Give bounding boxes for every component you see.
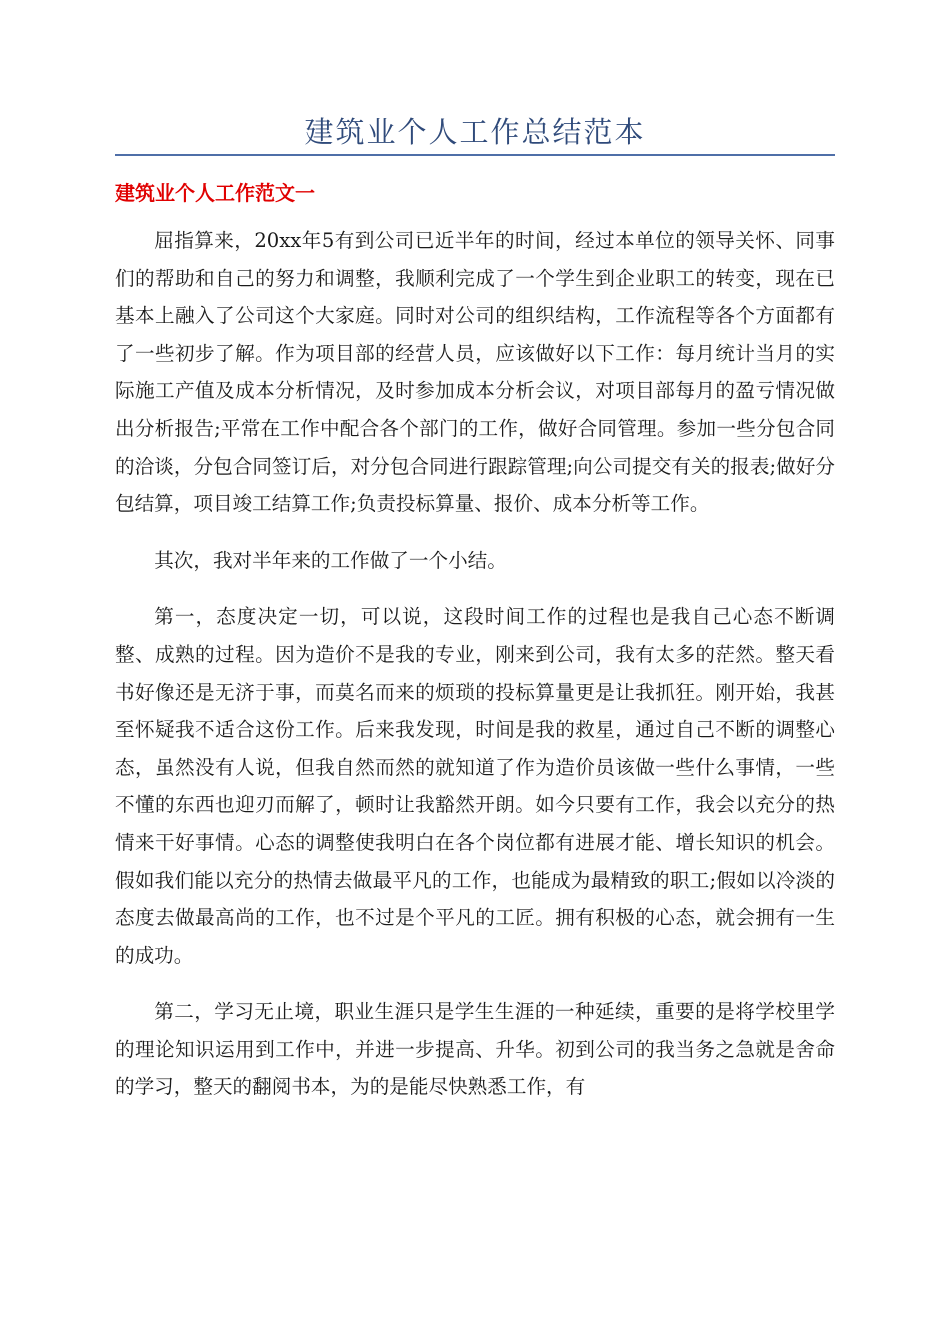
paragraph-second-point: 第二，学习无止境，职业生涯只是学生生涯的一种延续，重要的是将学校里学的理论知识运用到工作中，并进一步提高、升华。初到公司的我当务之急就是舍命的学习，整天的翻阅书本，为的是能尽快熟悉工作，有 (115, 1000, 835, 1099)
document-title: 建筑业个人工作总结范本 (304, 115, 646, 149)
section-heading: 建筑业个人工作范文一 (115, 181, 315, 205)
paragraph-intro: 屈指算来，20xx年5有到公司已近半年的时间，经过本单位的领导关怀、同事们的帮助和自己的努力和调整，我顺利完成了一个学生到企业职工的转变，现在已基本上融入了公司这个大家庭。同时对公司的组织结构，工作流程等各个方面都有了一些初步了解。作为项目部的经营人员，应该做好以下工作：每月统计当月的实际施工产值及成本分析情况，及时参加成本分析会议，对项目部每月的盈亏情况做出分析报告;平常在工作中配合各个部门的工作，做好合同管理。参加一些分包合同的洽谈，分包合同签订后，对分包合同进行跟踪管理;向公司提交有关的报表;做好分包结算，项目竣工结算工作;负责投标算量、报价、成本分析等工作。 (115, 229, 835, 516)
body-text (115, 222, 835, 1125)
title-underline (115, 154, 835, 156)
paragraph-first-point: 第一，态度决定一切，可以说，这段时间工作的过程也是我自己心态不断调整、成熟的过程。因为造价不是我的专业，刚来到公司，我有太多的茫然。整天看书好像还是无济于事，而莫名而来的烦琐的投标算量更是让我抓狂。刚开始，我甚至怀疑我不适合这份工作。后来我发现，时间是我的救星，通过自己不断的调整心态，虽然没有人说，但我自然而然的就知道了作为造价员该做一些什么事情，一些不懂的东西也迎刃而解了，顿时让我豁然开朗。如今只要有工作，我会以充分的热情来干好事情。心态的调整使我明白在各个岗位都有进展才能、增长知识的机会。假如我们能以充分的热情去做最平凡的工作，也能成为最精致的职工;假如以冷淡的态度去做最高尚的工作，也不过是个平凡的工匠。拥有积极的心态，就会拥有一生的成功。 (115, 605, 835, 967)
paragraph-summary: 其次，我对半年来的工作做了一个小结。 (154, 548, 507, 572)
